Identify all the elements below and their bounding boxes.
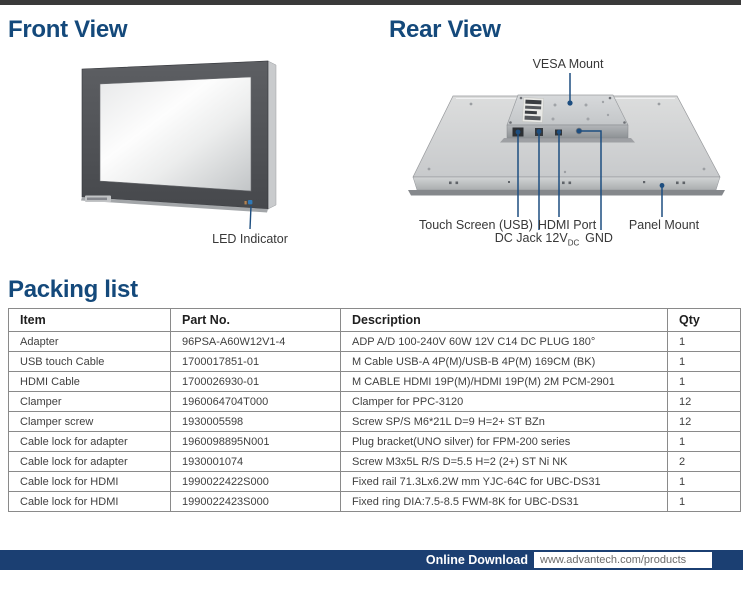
table-cell-description: Clamper for PPC-3120: [341, 392, 668, 412]
rear-view-figure: [398, 60, 748, 240]
table-cell-description: Fixed rail 71.3Lx6.2W mm YJC-64C for UBC-DS31: [341, 472, 668, 492]
table-cell-part-no: 1960064704T000: [171, 392, 341, 412]
table-cell-part-no: 1930005598: [171, 412, 341, 432]
table-cell-description: Plug bracket(UNO silver) for FPM-200 series: [341, 432, 668, 452]
panel-front-rail: [413, 177, 720, 190]
column-header-description: Description: [341, 309, 668, 332]
table-cell-part-no: 1960098895N001: [171, 432, 341, 452]
table-row: [9, 472, 741, 492]
table-cell-qty: 1: [668, 472, 741, 492]
table-cell-description: M Cable USB-A 4P(M)/USB-B 4P(M) 169CM (BK): [341, 352, 668, 372]
packing-list-table: [8, 308, 741, 512]
vesa-mount-label: VESA Mount: [532, 57, 604, 71]
monitor-side-edge: [268, 61, 276, 209]
gnd-label: GND: [585, 231, 613, 245]
top-rule-bar: [0, 0, 741, 5]
column-header-qty: Qty: [668, 309, 741, 332]
dc-jack-label-sub: DC: [567, 238, 580, 248]
footer-bar: [0, 550, 743, 570]
panel-bottom-lip: [408, 190, 725, 196]
table-cell-item: Cable lock for adapter: [9, 452, 171, 472]
table-cell-qty: 12: [668, 412, 741, 432]
table-row: [9, 452, 741, 472]
table-cell-qty: 1: [668, 352, 741, 372]
table-cell-item: Cable lock for HDMI: [9, 472, 171, 492]
table-cell-description: ADP A/D 100-240V 60W 12V C14 DC PLUG 180°: [341, 332, 668, 352]
table-row: [9, 412, 741, 432]
front-view-figure: [70, 55, 300, 230]
spec-sticker: [522, 97, 543, 122]
brand-label-text: [87, 198, 107, 201]
table-cell-qty: 12: [668, 392, 741, 412]
table-cell-item: HDMI Cable: [9, 372, 171, 392]
table-header-row: [9, 309, 741, 332]
monitor-screen: [100, 77, 251, 191]
table-cell-item: Clamper screw: [9, 412, 171, 432]
download-url-box[interactable]: [534, 552, 712, 568]
table-cell-description: Screw M3x5L R/S D=5.5 H=2 (2+) ST Ni NK: [341, 452, 668, 472]
download-url[interactable]: www.advantech.com/products: [540, 554, 687, 566]
box-shadow: [500, 138, 635, 143]
table-cell-description: Fixed ring DIA:7.5-8.5 FWM-8K for UBC-DS31: [341, 492, 668, 512]
light-sensor-dot: [245, 201, 247, 204]
table-row: [9, 332, 741, 352]
table-cell-item: Cable lock for HDMI: [9, 492, 171, 512]
table-cell-part-no: 1700017851-01: [171, 352, 341, 372]
hdmi-port-label: HDMI Port: [537, 218, 597, 232]
rear-view-title: Rear View: [389, 16, 501, 43]
led-indicator-label: LED Indicator: [212, 232, 288, 246]
table-cell-part-no: 96PSA-A60W12V1-4: [171, 332, 341, 352]
table-cell-part-no: 1700026930-01: [171, 372, 341, 392]
column-header-item: Item: [9, 309, 171, 332]
table-row: [9, 392, 741, 412]
system-box-front: [507, 125, 628, 138]
table-row: [9, 492, 741, 512]
table-cell-item: Cable lock for adapter: [9, 432, 171, 452]
table-cell-qty: 1: [668, 492, 741, 512]
table-row: [9, 352, 741, 372]
table-cell-description: Screw SP/S M6*21L D=9 H=2+ ST BZn: [341, 412, 668, 432]
packing-list-title: Packing list: [8, 276, 138, 303]
table-cell-description: M CABLE HDMI 19P(M)/HDMI 19P(M) 2M PCM-2901: [341, 372, 668, 392]
table-row: [9, 372, 741, 392]
front-view-title: Front View: [8, 16, 128, 43]
led-indicator-icon: [248, 200, 252, 204]
front-monitor-graphic: [70, 55, 300, 230]
table-cell-qty: 2: [668, 452, 741, 472]
dc-jack-label-main: DC Jack 12V: [494, 231, 568, 245]
panel-mount-label: Panel Mount: [628, 218, 700, 232]
table-row: [9, 432, 741, 452]
table-cell-part-no: 1990022423S000: [171, 492, 341, 512]
table-cell-item: Adapter: [9, 332, 171, 352]
touch-screen-label: Touch Screen (USB): [419, 218, 533, 232]
table-cell-part-no: 1930001074: [171, 452, 341, 472]
led-callout-line: [250, 206, 251, 229]
table-cell-qty: 1: [668, 372, 741, 392]
table-cell-qty: 1: [668, 432, 741, 452]
table-cell-qty: 1: [668, 332, 741, 352]
table-cell-item: Clamper: [9, 392, 171, 412]
rear-panel-graphic: [398, 60, 748, 240]
online-download-label: Online Download: [425, 553, 528, 567]
table-cell-part-no: 1990022422S000: [171, 472, 341, 492]
column-header-part-no: Part No.: [171, 309, 341, 332]
table-cell-item: USB touch Cable: [9, 352, 171, 372]
